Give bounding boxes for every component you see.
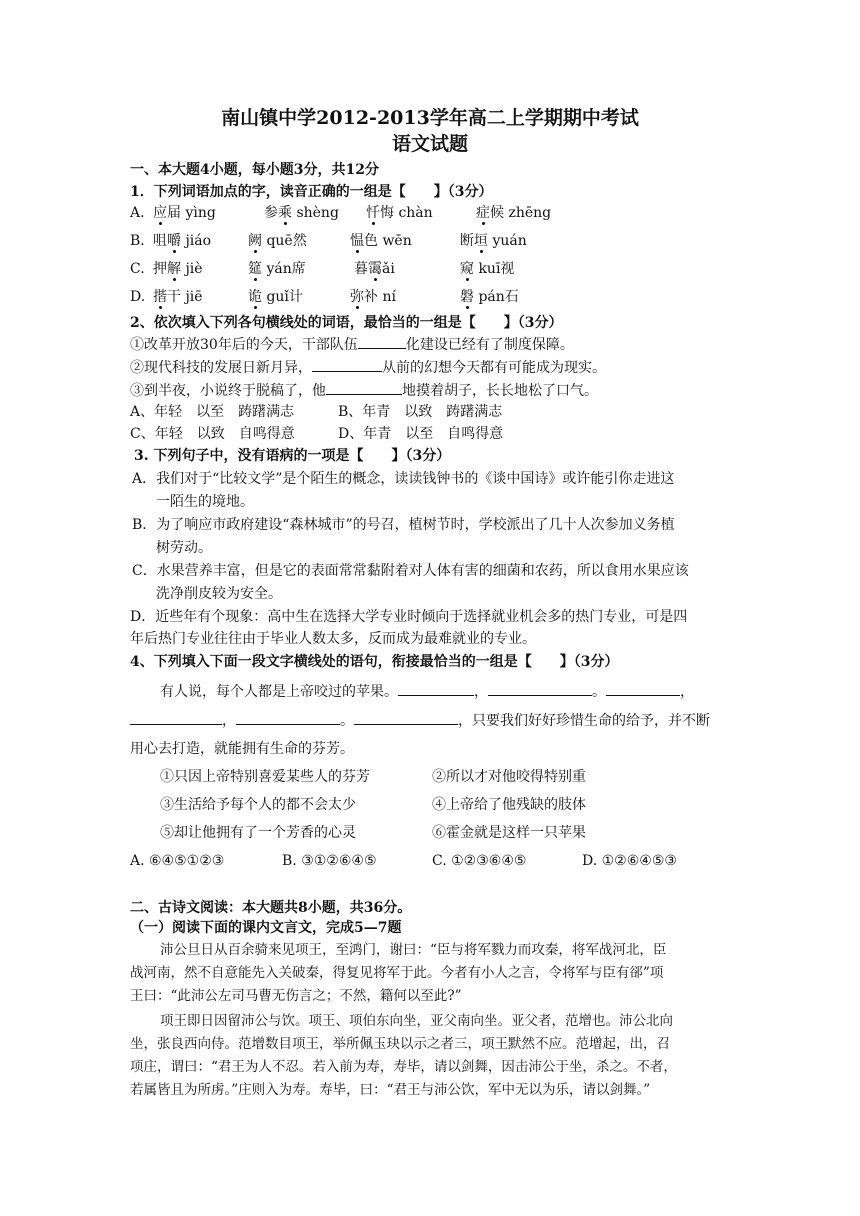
question-3-option-c-cont: 洗净削皮较为安全。: [156, 586, 282, 602]
option-item: 阙 quē然: [248, 233, 307, 249]
option-item: 咀嚼 jiáo: [153, 233, 212, 249]
question-1-stem: 1．下列词语加点的字，读音正确的一组是【 】（3分）: [130, 184, 493, 200]
question-3-option-c: C．水果营养丰富，但是它的表面常常黏附着对人体有害的细菌和农药，所以食用水果应该: [132, 563, 689, 579]
option-item: 忏悔 chàn: [366, 205, 433, 221]
option-label: D.: [130, 289, 146, 305]
classical-text-line: 项王即日因留沛公与饮。项王、项伯东向坐，亚父南向坐。亚父者，范增也。沛公北向: [160, 1013, 673, 1029]
question-2-option-a: A、年轻 以至 踌躇满志: [130, 404, 295, 420]
option-item: 断垣 yuán: [460, 233, 527, 249]
question-2-stem: 2、依次填入下列各句横线处的词语，最恰当的一组是【 】（3分）: [130, 315, 563, 331]
question-2-sentence-1: ①改革开放30年后的今天，干部队伍 化建设已经有了制度保障。: [130, 334, 574, 355]
classical-text-line: 坐，张良西向侍。范增数目项王，举所佩玉玦以示之者三，项王默然不应。范增起，出，召: [130, 1036, 670, 1052]
blank-line: [354, 710, 458, 725]
question-4-item-6: ⑥霍金就是这样一只苹果: [432, 825, 586, 841]
question-3-option-d: D．近些年有个现象：高中生在选择大学专业时倾向于选择就业机会多的热门专业，可是四: [130, 609, 688, 625]
option-item: 应届 yìng: [153, 205, 216, 221]
question-4-passage-line-2: ， 。 ，只要我们好好珍惜生命的给予，并不断: [130, 710, 710, 731]
question-2-sentence-3: ③到半夜，小说终于脱稿了，他 地摸着胡子，长长地松了口气。: [130, 380, 598, 401]
question-4-item-3: ③生活给予每个人的都不会太少: [160, 797, 356, 813]
option-item: 窥 kuī视: [460, 261, 515, 277]
classical-text-line: 项庄，谓曰：“君王为人不忍。若入前为寿，寿毕，请以剑舞，因击沛公于坐，杀之。不者，: [130, 1059, 677, 1075]
blank-line: [130, 710, 222, 725]
option-item: 暮霭ǎi: [354, 261, 395, 277]
question-3-option-a-cont: 一陌生的境地。: [156, 494, 254, 510]
option-label: C.: [130, 261, 145, 277]
question-4-stem: 4、下列填入下面一段文字横线处的语句，衔接最恰当的一组是【 】（3分）: [130, 654, 619, 670]
option-item: 参乘 shèng: [264, 205, 339, 221]
question-3-stem: 3. 下列句子中，没有语病的一项是【 】（3分）: [134, 448, 451, 464]
question-3-option-d-cont: 年后热门专业往往由于毕业人数太多，反而成为最难就业的专业。: [130, 631, 536, 647]
question-4-passage-line-1: 有人说，每个人都是上帝咬过的苹果。 ， 。 ，: [160, 681, 694, 702]
option-item: 愠色 wēn: [350, 233, 412, 249]
blank-line: [358, 334, 406, 349]
blank-line: [326, 380, 402, 395]
option-item: 症候 zhēng: [476, 205, 552, 221]
question-4-item-1: ①只因上帝特别喜爱某些人的芬芳: [160, 769, 370, 785]
classical-text-line: 沛公旦日从百余骑来见项王，至鸿门，谢曰：“臣与将军戮力而攻秦，将军战河北，臣: [160, 942, 667, 958]
question-4-item-4: ④上帝给了他残缺的肢体: [432, 797, 586, 813]
question-4-passage-line-3: 用心去打造，就能拥有生命的芬芳。: [130, 741, 354, 757]
question-4-option-c: C. ①②③⑥④⑤: [432, 853, 527, 869]
question-4-option-b: B. ③①②⑥④⑤: [282, 853, 377, 869]
question-4-option-d: D. ①②⑥④⑤③: [582, 853, 677, 869]
option-item: 弥补 ní: [350, 289, 396, 305]
exam-subtitle: 语文试题: [391, 133, 468, 155]
blank-line: [398, 681, 474, 696]
blank-line: [236, 710, 340, 725]
classical-text-line: 若属皆且为所虏。”庄则入为寿。寿毕，曰：“君王与沛公饮，军中无以为乐，请以剑舞。”: [130, 1082, 651, 1098]
section-1-heading: 一、本大题4小题，每小题3分，共12分: [130, 162, 379, 178]
question-3-option-a: A．我们对于“比较文学”是个陌生的概念，读读钱钟书的《谈中国诗》或许能引你走进这: [132, 471, 675, 487]
option-item: 磐 pán石: [460, 289, 519, 305]
blank-line: [312, 357, 382, 372]
option-item: 诡 guǐ计: [248, 289, 303, 305]
blank-line: [606, 681, 680, 696]
question-4-option-a: A. ⑥④⑤①②③: [130, 853, 225, 869]
question-4-item-5: ⑤却让他拥有了一个芳香的心灵: [160, 825, 356, 841]
question-2-option-c: C、年轻 以致 自鸣得意: [130, 426, 295, 442]
section-2-subheading: （一）阅读下面的课内文言文，完成5—7题: [130, 920, 402, 936]
question-2-sentence-2: ②现代科技的发展日新月异， 从前的幻想今天都有可能成为现实。: [130, 357, 606, 378]
option-item: 揩干 jiē: [153, 289, 203, 305]
question-2-option-b: B、年青 以致 踌躇满志: [338, 404, 503, 420]
classical-text-line: 王曰：“此沛公左司马曹无伤言之；不然，籍何以至此?”: [130, 988, 462, 1004]
exam-title: 南山镇中学2012-2013学年高二上学期期中考试: [221, 107, 639, 129]
blank-line: [488, 681, 592, 696]
question-3-option-b-cont: 树劳动。: [156, 540, 212, 556]
question-4-item-2: ②所以才对他咬得特别重: [432, 769, 586, 785]
classical-text-line: 战河南，然不自意能先入关破秦，得复见将军于此。今者有小人之言，令将军与臣有郤”项: [130, 965, 664, 981]
option-label: A.: [130, 205, 145, 221]
question-3-option-b: B．为了响应市政府建设“森林城市”的号召，植树节时，学校派出了几十人次参加义务植: [132, 517, 675, 533]
section-2-heading: 二、古诗文阅读：本大题共8小题，共36分。: [130, 900, 412, 916]
option-item: 筵 yán席: [248, 261, 306, 277]
option-item: 押解 jiè: [153, 261, 203, 277]
option-label: B.: [130, 233, 145, 249]
question-2-option-d: D、年青 以至 自鸣得意: [338, 426, 504, 442]
